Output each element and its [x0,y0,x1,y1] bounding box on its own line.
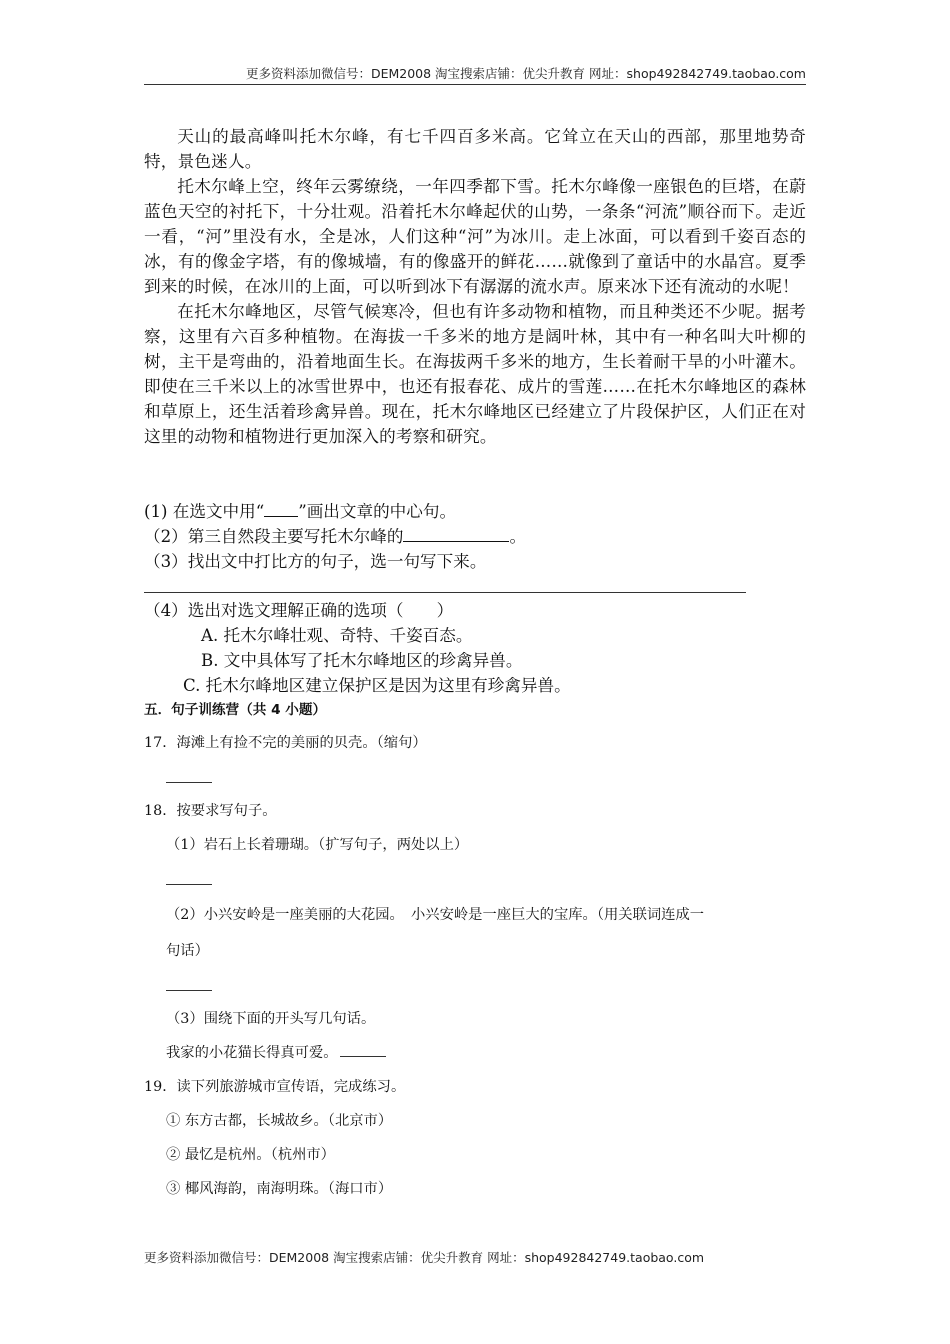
option-c[interactable]: C. 托木尔峰地区建立保护区是因为这里有珍禽异兽。 [183,676,571,695]
question-4: （4）选出对选文理解正确的选项（ ） [144,601,454,620]
section-5-title: 五．句子训练营（共 4 小题） [144,702,327,718]
answer-line-18-1[interactable] [166,884,212,885]
page-header: 更多资料添加微信号：DEM2008 淘宝搜索店铺：优尖升教育 网址：shop492842749.taobao.com [245,66,806,81]
option-a[interactable]: A. 托木尔峰壮观、奇特、千姿百态。 [201,626,473,645]
question-3: （3）找出文中打比方的句子，选一句写下来。 [144,552,487,571]
question-2: （2）第三自然段主要写托木尔峰的 。 [144,527,527,546]
answer-line-3[interactable] [144,592,746,593]
paragraph-1: 天山的最高峰叫托木尔峰，有七千四百多米高。它耸立在天山的西部，那里地势奇特，景色迷人。 [144,127,806,171]
question-1: (1) 在选文中用“ ”画出文章的中心句。 [144,502,457,521]
answer-blank-2[interactable] [403,525,509,542]
reading-passage [144,124,806,449]
slogan-3: ③ 椰风海韵，南海明珠。（海口市） [166,1181,393,1197]
answer-line-17[interactable] [166,782,212,783]
question-18-3-start: 我家的小花猫长得真可爱。 [166,1042,386,1064]
option-b[interactable]: B. 文中具体写了托木尔峰地区的珍禽异兽。 [201,651,523,670]
page-footer: 更多资料添加微信号：DEM2008 淘宝搜索店铺：优尖升教育 网址：shop492842749.taobao.com [144,1250,705,1265]
question-17: 17．海滩上有捡不完的美丽的贝壳。（缩句） [144,735,427,751]
slogan-2: ② 最忆是杭州。（杭州市） [166,1147,335,1163]
header-rule [144,84,806,85]
slogan-1: ① 东方古都，长城故乡。（北京市） [166,1113,393,1129]
question-18-3: （3）围绕下面的开头写几句话。 [166,1011,376,1027]
question-18: 18．按要求写句子。 [144,803,277,819]
paragraph-2: 托木尔峰上空，终年云雾缭绕，一年四季都下雪。托木尔峰像一座银色的巨塔，在蔚蓝色天空的衬托下，十分壮观。沿着托木尔峰起伏的山势，一条条“河流”顺谷而下。走近一看，“河”里没有水，全是冰，人们这种“河”为冰川。走上冰面，可以看到千姿百态的冰，有的像金字塔，有的像城墙，有的像盛开的鲜花……就像到了童话中的水晶宫。夏季到来的时候，在冰川的上面，可以听到冰下有潺潺的流水声。原来冰下还有流动的水呢！ [144,177,806,296]
answer-line-18-2[interactable] [166,990,212,991]
question-18-2b: 句话） [166,943,209,959]
question-18-1: （1）岩石上长着珊瑚。（扩写句子，两处以上） [166,837,469,853]
paragraph-3: 在托木尔峰地区，尽管气候寒冷，但也有许多动物和植物，而且种类还不少呢。据考察，这里有六百多种植物。在海拔一千多米的地方是阔叶林，其中有一种名叫大叶柳的树，主干是弯曲的，沿着地面生长。在海拔两千多米的地方，生长着耐干旱的小叶灌木。即使在三千米以上的冰雪世界中，也还有报春花、成片的雪莲……在托木尔峰地区的森林和草原上，还生活着珍禽异兽。现在，托木尔峰地区已经建立了片段保护区，人们正在对这里的动物和植物进行更加深入的考察和研究。 [144,302,806,446]
answer-blank-18-3[interactable] [340,1044,386,1057]
answer-blank-1[interactable] [264,500,298,517]
question-19: 19．读下列旅游城市宣传语，完成练习。 [144,1079,406,1095]
question-18-2a: （2）小兴安岭是一座美丽的大花园。 小兴安岭是一座巨大的宝库。（用关联词连成一 [166,907,705,923]
